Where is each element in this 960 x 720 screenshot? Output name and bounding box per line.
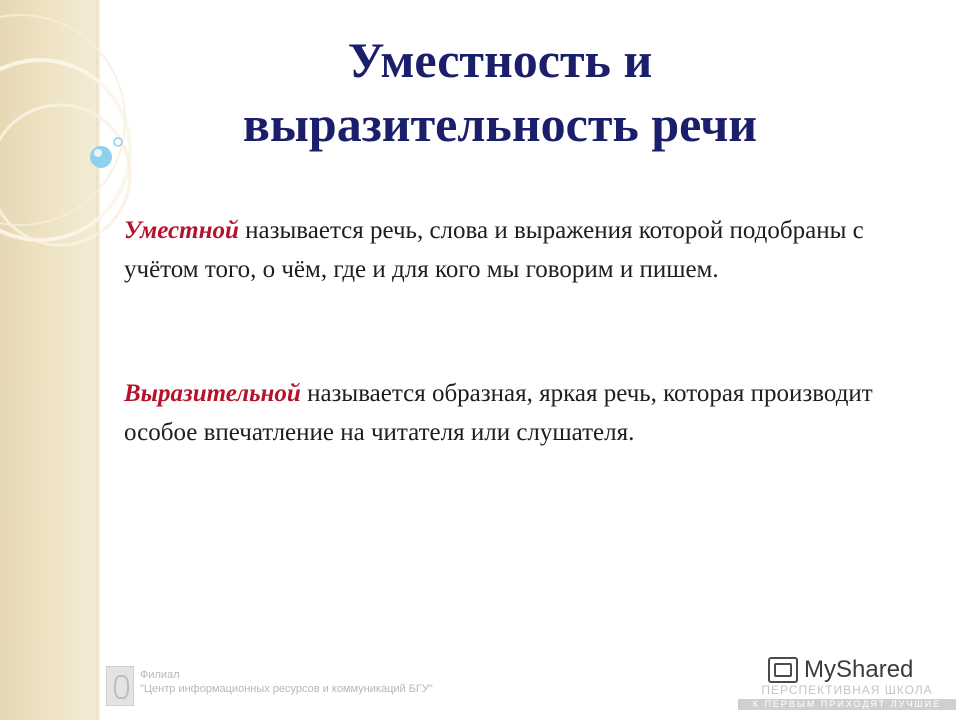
title-line-1: Уместность и	[347, 32, 653, 88]
definition-appropriate: называется речь, слова и выражения которой подобраны с учётом того, о чём, где и для кого мы говорим и пишем.	[124, 217, 864, 283]
term-expressive: Выразительной	[124, 380, 301, 407]
term-appropriate: Уместной	[124, 217, 239, 244]
footer-line-2: "Центр информационных ресурсов и коммуникаций БГУ"	[140, 683, 433, 695]
school-slogan: К ПЕРВЫМ ПРИХОДЯТ ЛУЧШИЕ	[738, 699, 956, 710]
watermark-text: MyShared	[804, 656, 914, 683]
footer-credit	[140, 668, 433, 696]
school-logo	[738, 684, 956, 710]
myshared-watermark	[768, 656, 913, 684]
myshared-logo-icon	[768, 657, 798, 683]
title-line-2: выразительность речи	[242, 96, 758, 152]
definition-expressive: называется образная, яркая речь, которая производит особое впечатление на читателя или слушателя.	[124, 380, 873, 446]
slide-title	[150, 28, 850, 156]
school-name: ПЕРСПЕКТИВНАЯ ШКОЛА	[761, 683, 933, 697]
footer-line-1: Филиал	[140, 669, 180, 681]
bgu-logo-icon	[106, 666, 134, 706]
paragraph-expressive	[124, 374, 914, 452]
paragraph-appropriate	[124, 211, 914, 289]
